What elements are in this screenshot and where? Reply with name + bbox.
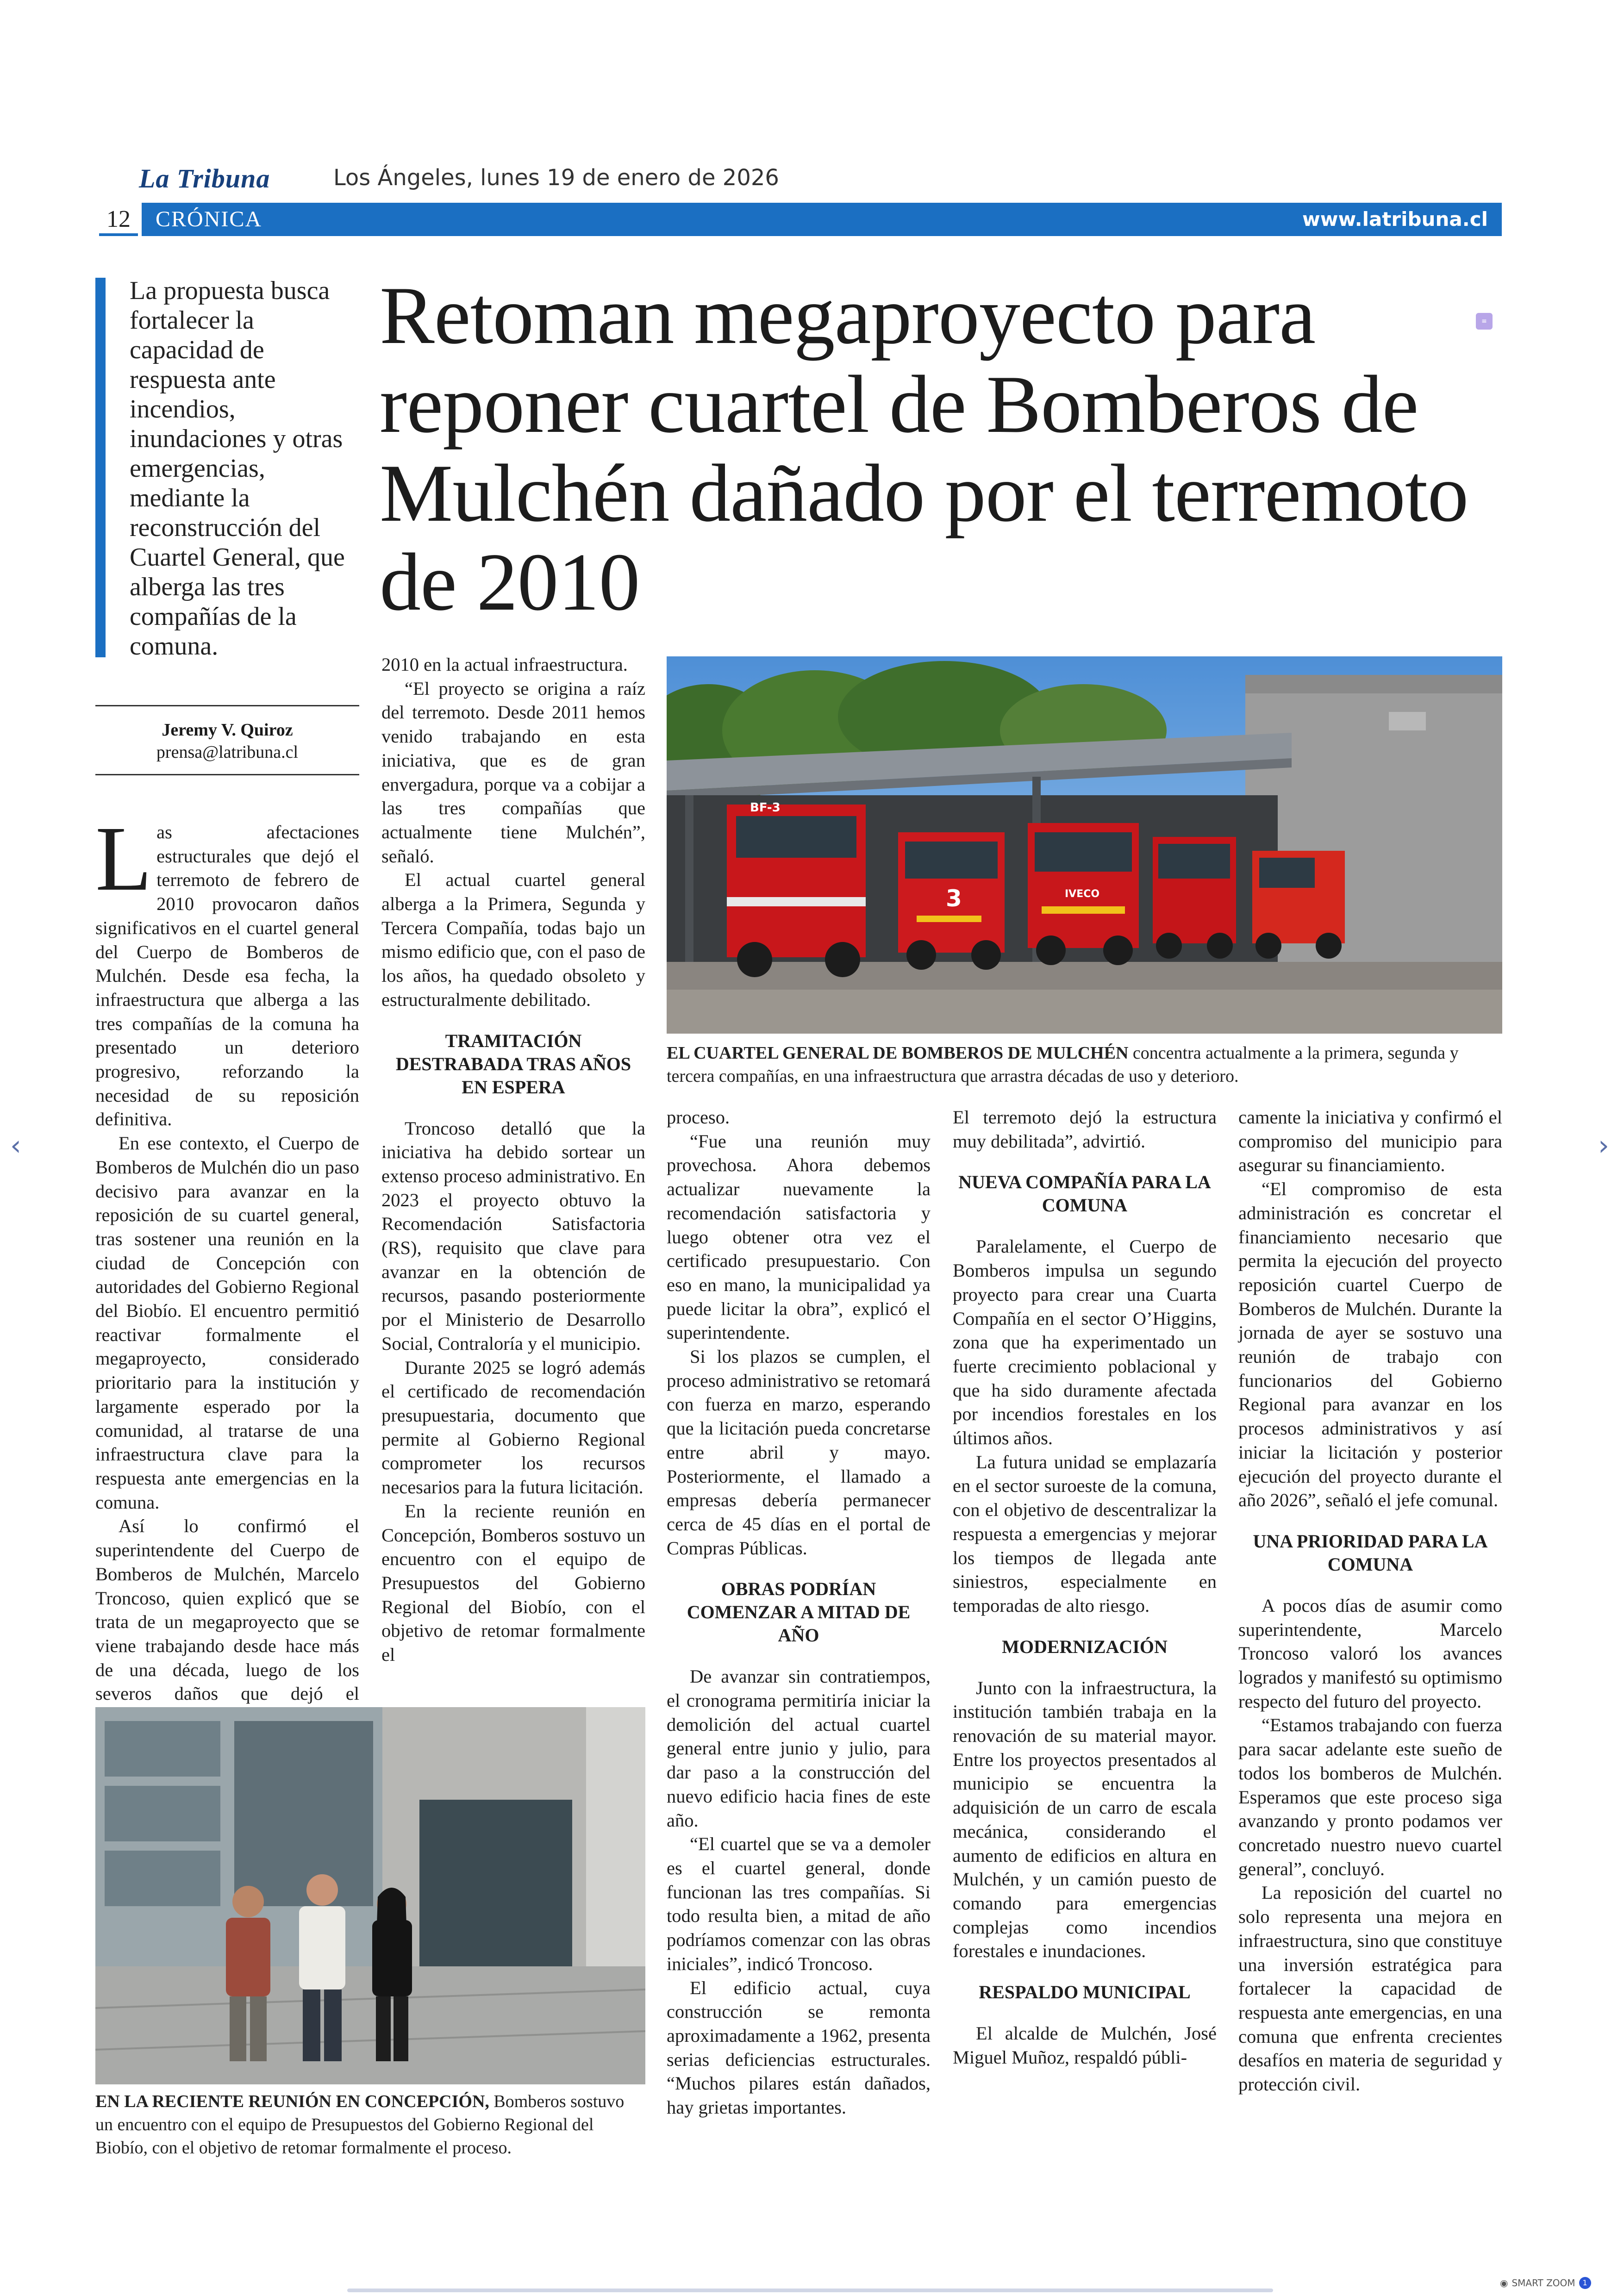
article-column-5 xyxy=(1238,1105,1502,2096)
drop-cap: L xyxy=(95,808,152,910)
subheading: RESPALDO MUNICIPAL xyxy=(979,1982,1191,2003)
paragraph: El terremoto dejó la estructura muy debilitada”, advirtió. xyxy=(953,1107,1217,1152)
caption-fire-station xyxy=(667,1041,1502,1088)
smart-zoom-control[interactable] xyxy=(1500,2274,1591,2292)
paragraph: El actual cuartel general alberga a la Primera, Segunda y Tercera Compañía, todas bajo un mismo edificio que, con el paso de los años, ha quedado obsoleto y estructuralmente debilitado. xyxy=(381,869,645,1010)
prev-page-arrow-icon[interactable]: ‹ xyxy=(10,1129,21,1162)
newspaper-logo: La Tribuna xyxy=(139,163,270,193)
article-column-3 xyxy=(667,1105,931,2120)
byline-rule-bottom xyxy=(95,774,359,775)
subheading: UNA PRIORIDAD PARA LA COMUNA xyxy=(1253,1530,1488,1575)
next-page-arrow-icon[interactable]: › xyxy=(1598,1129,1609,1162)
subheading: NUEVA COMPAÑÍA PARA LA COMUNA xyxy=(958,1172,1211,1216)
paragraph: “Estamos trabajando con fuerza para sacar adelante este sueño de todos los bomberos de Mulchén. Esperamos que este proceso siga avanzando y pronto podamos ver concretado nuestro nuevo cuartel general”, concluyó. xyxy=(1238,1715,1502,1879)
fire-station-illustration xyxy=(667,656,1502,1034)
fire-truck-2 xyxy=(898,832,1005,970)
deck-accent-bar xyxy=(95,278,106,657)
paragraph: Si los plazos se cumplen, el proceso administrativo se retomará con fuerza en marzo, esperando que la licitación pueda concretarse entre abril y mayo. Posteriormente, el llamado a empresas debería permanecer cerca de 45 días en el portal de Compras Públicas. xyxy=(667,1346,931,1559)
paragraph: Paralelamente, el Cuerpo de Bomberos impulsa un segundo proyecto para crear una Cuarta Compañía en el sector O’Higgins, zona que ha experimentado un fuerte crecimiento poblacional y que ha sido duramente afectada por incendios forestales en los últimos años. xyxy=(953,1236,1217,1449)
paragraph: A pocos días de asumir como superintendente, Marcelo Troncoso valoró los avances logrados y manifestó su optimismo respecto del futuro del proyecto. xyxy=(1238,1595,1502,1712)
article-column-1 xyxy=(95,808,359,1730)
paragraph: proceso. xyxy=(667,1107,730,1128)
fire-truck-1 xyxy=(727,801,866,977)
subheading: MODERNIZACIÓN xyxy=(1002,1636,1168,1657)
caption-lead: EL CUARTEL GENERAL DE BOMBEROS DE MULCHÉN xyxy=(667,1043,1129,1063)
section-label: CRÓNICA xyxy=(156,207,262,231)
paragraph: Troncoso detalló que la iniciativa ha debido sortear un extenso proceso administrativo. En 2023 el proyecto obtuvo la Recomendación Satisfactoria (RS), requisito que clave para avanzar en la obtención de recursos, pasando posteriormente por el Ministerio de Desarrollo Social, Contraloría y el municipio. xyxy=(381,1117,645,1354)
byline-author: Jeremy V. Quiroz xyxy=(162,720,293,740)
article-column-2 xyxy=(381,653,645,1667)
paragraph: “El cuartel que se va a demoler es el cuartel general, donde funcionan las tres compañías. Si todo resulta bien, a mitad de año podríamos comenzar con las obras iniciales”, indicó Troncoso. xyxy=(667,1834,931,1974)
paragraph: as afectaciones estructurales que dejó el terremoto de febrero de 2010 provocaron daños significativos en el cuartel general del Cuerpo de Bomberos de Mulchén. Desde esa fecha, la infraestructura que alberga a las tres compañías de la comuna ha presentado un deterioro progresivo, reforzando la necesidad de su reposición definitiva. xyxy=(95,822,359,1130)
paragraph: El alcalde de Mulchén, José Miguel Muñoz, respaldó públi- xyxy=(953,2023,1217,2068)
meeting-illustration xyxy=(95,1707,645,2084)
caption-meeting xyxy=(95,2090,645,2159)
paragraph: En la reciente reunión en Concepción, Bomberos sostuvo un encuentro con el equipo de Presupuestos del Gobierno Regional del Biobío, con el objetivo de retomar formalmente el xyxy=(381,1500,645,1665)
caption-text: concentra actualmente a la primera, segunda y tercera compañías, en una infraestructura que arrastra décadas de uso y deterioro. xyxy=(667,1043,1459,1086)
paragraph: “Fue una reunión muy provechosa. Ahora debemos actualizar nuevamente la recomendación satisfactoria y luego obtener otra vez el certificado presupuestario. Con eso en mano, la municipalidad ya puede licitar la obra”, explicó el superintendente. xyxy=(667,1130,931,1343)
paragraph: Junto con la infraestructura, la institución también trabaja en la renovación de su material mayor. Entre los proyectos presentados al municipio se encuentra la adquisición de un carro de escala mecánica, considerando el aumento de edificios en altura en Mulchén, y un camión puesto de comando para emergencias complejas como incendios forestales e inundaciones. xyxy=(953,1677,1217,1962)
photo-meeting xyxy=(95,1707,645,2084)
article-deck: La propuesta busca fortalecer la capacidad de respuesta ante incendios, inundaciones y otras emergencias, mediante la reconstrucción del Cuartel General, que alberga las tres compañías de la comuna. xyxy=(130,276,345,661)
truck-label: BF-3 xyxy=(750,801,781,815)
dateline: Los Ángeles, lunes 19 de enero de 2026 xyxy=(333,165,779,191)
byline-rule-top xyxy=(95,705,359,706)
truck-label: IVECO xyxy=(1065,888,1100,900)
truck-label: 3 xyxy=(946,885,962,912)
caption-lead: EN LA RECIENTE REUNIÓN EN CONCEPCIÓN, xyxy=(95,2092,489,2111)
subheading: TRAMITACIÓN DESTRABADA TRAS AÑOS EN ESPERA xyxy=(395,1030,631,1098)
paragraph: “El compromiso de esta administración es concretar el financiamiento necesario que permita la ejecución del proyecto reposición cuartel Cuerpo de Bomberos de Mulchén. Durante la jornada de ayer se sostuvo una reunión de trabajo con funcionarios del Gobierno Regional para avanzar en los procesos administrativos y así iniciar la licitación y posterior ejecución del proyecto durante el año 2026”, señaló el jefe comunal. xyxy=(1238,1179,1502,1511)
fire-truck-4 xyxy=(1153,837,1236,959)
caption-text: Bomberos sostuvo un encuentro con el equipo de Presupuestos del Gobierno Regional del Biobío, con el objetivo de retomar formalmente el proceso. xyxy=(95,2092,625,2158)
article-column-4 xyxy=(953,1105,1217,2070)
paragraph: Durante 2025 se logró además el certificado de recomendación presupuestaria, documento que permite al Gobierno Regional comprometer los recursos necesarios para la futura licitación. xyxy=(381,1357,645,1498)
paragraph: De avanzar sin contratiempos, el cronograma permitiría iniciar la demolición del actual cuartel general entre junio y julio, para dar paso a la construcción del nuevo edificio hacia fines de este año. xyxy=(667,1666,931,1831)
section-banner xyxy=(142,203,1502,236)
eye-icon: ◉ xyxy=(1500,2277,1508,2289)
paragraph: El edificio actual, cuya construcción se remonta aproximadamente a 1962, presenta serias deficiencias estructurales. “Muchos pilares están dañados, hay grietas importantes. xyxy=(667,1977,931,2118)
paragraph: “El proyecto se origina a raíz del terremoto. Desde 2011 hemos venido trabajando en esta iniciativa, que es de gran envergadura, porque va a cobijar a las tres compañías que actualmente tiene Mulchén”, señaló. xyxy=(381,678,645,867)
subheading: OBRAS PODRÍAN COMENZAR A MITAD DE AÑO xyxy=(687,1578,911,1646)
paragraph: 2010 en la actual infraestructura. xyxy=(381,654,628,675)
fire-truck-5 xyxy=(1252,851,1345,959)
photo-fire-station xyxy=(667,656,1502,1034)
bookmark-flag-icon[interactable]: ≡ xyxy=(1476,313,1493,330)
page-number: 12 xyxy=(99,203,138,236)
byline-email[interactable]: prensa@latribuna.cl xyxy=(156,742,299,762)
paragraph: Así lo confirmó el superintendente del Cuerpo de Bomberos de Mulchén, Marcelo Troncoso, quien explicó que se trata de un megaproyecto que se viene trabajando desde hace más de una década, luego de los severos daños que dejó el xyxy=(95,1515,359,1704)
horizontal-scrollbar[interactable] xyxy=(347,2289,1273,2292)
zoom-badge: 1 xyxy=(1579,2277,1591,2289)
paragraph: En ese contexto, el Cuerpo de Bomberos de Mulchén dio un paso decisivo para avanzar en la reposición de su cuartel general, tras sostener una reunión en la ciudad de Concepción con autoridades del Gobierno Regional del Biobío. El encuentro permitió reactivar formalmente el megaproyecto, considerado prioritario para la institución y largamente esperado por la comunidad, al tratarse de una infraestructura clave para la respuesta ante emergencias en la comuna. xyxy=(95,1133,359,1513)
paragraph: camente la iniciativa y confirmó el compromiso del municipio para asegurar su financiamiento. xyxy=(1238,1107,1502,1176)
article-headline: Retoman megaproyecto para reponer cuartel de Bomberos de Mulchén dañado por el terremoto de 2010 xyxy=(380,269,1468,628)
fire-truck-3 xyxy=(1028,823,1139,965)
paragraph: La futura unidad se emplazaría en el sector suroeste de la comuna, con el objetivo de descentralizar la respuesta a emergencias y mejorar los tiempos de llegada ante siniestros, especialmente en temporadas de alto riesgo. xyxy=(953,1451,1217,1616)
smart-zoom-label: SMART ZOOM xyxy=(1512,2277,1575,2289)
paragraph: La reposición del cuartel no solo representa una mejora en infraestructura, sino que constituye una inversión estratégica para fortalecer la capacidad de respuesta ante emergencias, en una comuna que enfrenta crecientes desafíos en materia de seguridad y protección civil. xyxy=(1238,1882,1502,2095)
site-url[interactable]: www.latribuna.cl xyxy=(1302,208,1488,231)
